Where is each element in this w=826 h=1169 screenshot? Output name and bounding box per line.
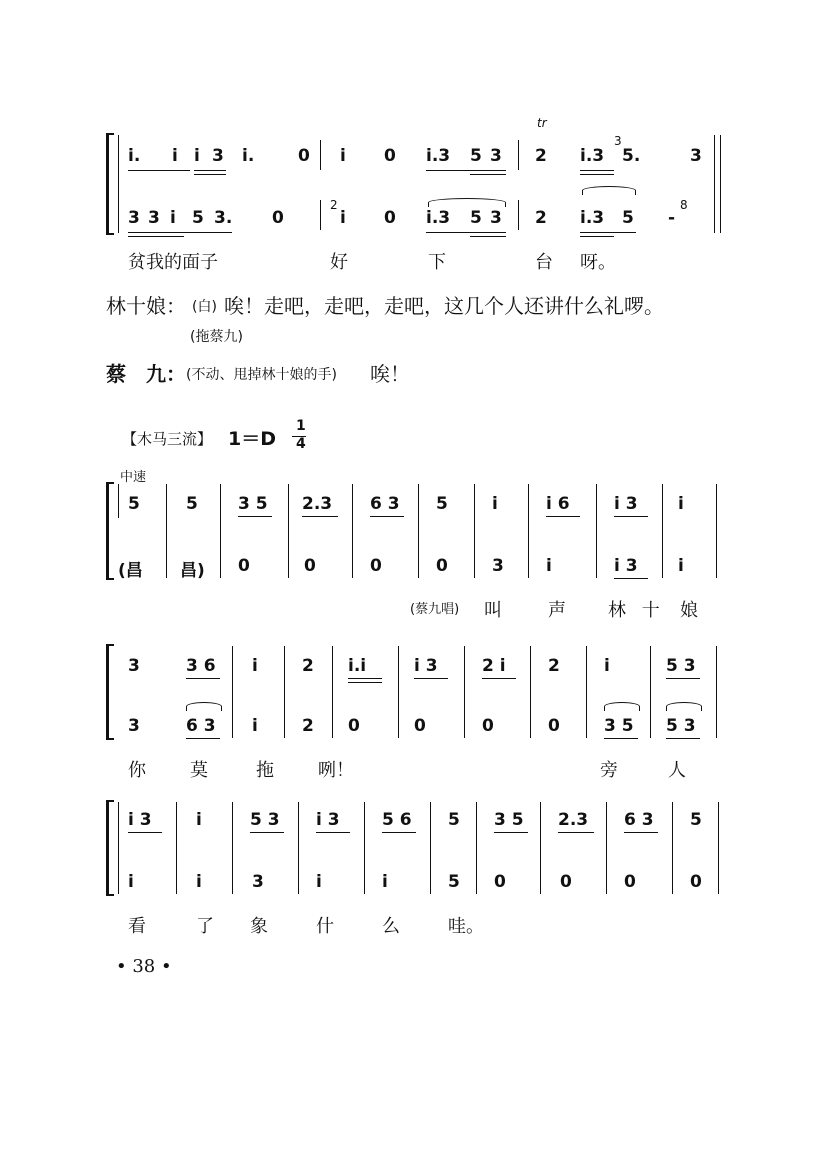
note: 5: [622, 208, 634, 228]
note: 5: [436, 494, 448, 514]
note: 6 3: [370, 494, 400, 514]
trill-mark: tr: [537, 116, 547, 130]
lyric: 台: [535, 252, 553, 273]
note: i: [172, 146, 178, 166]
grace-note: 2: [330, 198, 338, 212]
lyric: 拖: [256, 760, 274, 781]
note: i.3: [426, 146, 451, 166]
lyric: 旁: [600, 760, 618, 781]
system-bracket: [106, 135, 109, 233]
note: 2: [548, 656, 560, 676]
lyric: 了: [196, 916, 214, 937]
lyric: 莫: [190, 760, 208, 781]
note: 0: [560, 872, 572, 892]
tune-name: 【木马三流】: [122, 430, 213, 448]
speaker-name: 林十娘：: [106, 294, 186, 318]
note: i: [170, 208, 176, 228]
meter-numerator: 1: [296, 418, 306, 434]
note: 3: [492, 556, 504, 576]
lyric: 贫我的面子: [128, 252, 218, 273]
note: i: [382, 872, 388, 892]
note: 0: [298, 146, 310, 166]
note: 3: [128, 208, 140, 228]
note: 0: [482, 716, 494, 736]
note: 5: [690, 810, 702, 830]
lyric: 好: [330, 252, 348, 273]
note: 5: [470, 208, 482, 228]
note: 5 3: [666, 716, 696, 736]
note: i: [678, 494, 684, 514]
note: i: [604, 656, 610, 676]
lyric: 叫: [484, 600, 502, 621]
note: 昌): [180, 561, 205, 581]
note: 0: [494, 872, 506, 892]
speech-text: 唉！: [370, 362, 410, 386]
grace-note: 3: [614, 134, 622, 148]
grace-note: 8: [680, 198, 688, 212]
note: 3 5: [494, 810, 524, 830]
speech-text: 唉！走吧，走吧，走吧，这几个人还讲什么礼啰。: [224, 294, 664, 318]
note: 0: [624, 872, 636, 892]
note: 3: [690, 146, 702, 166]
note: 3 5: [238, 494, 268, 514]
note: 3.: [214, 208, 233, 228]
lyric: 什: [316, 916, 334, 937]
note: i: [196, 810, 202, 830]
lyric: 咧！: [318, 760, 354, 781]
note: 2.3: [302, 494, 333, 514]
stage-direction: (拖蔡九): [190, 329, 243, 345]
lyric: 呀。: [580, 252, 616, 273]
lyric: 林 十: [608, 600, 660, 621]
note: 5.: [622, 146, 641, 166]
singer-cue: (蔡九唱): [410, 602, 460, 617]
lyric: 看: [128, 916, 146, 937]
meter-denominator: 4: [296, 436, 306, 452]
page-number: • 38 •: [116, 956, 172, 977]
note: i 6: [546, 494, 570, 514]
note: 0: [370, 556, 382, 576]
tempo-mark: 中速: [120, 470, 147, 485]
note: 5 3: [250, 810, 280, 830]
key-signature: 1＝D: [228, 428, 276, 450]
note: 5: [186, 494, 198, 514]
note: i: [316, 872, 322, 892]
lyric: 娘: [680, 600, 698, 621]
note: i: [194, 146, 200, 166]
note: 0: [384, 146, 396, 166]
note: i.: [128, 146, 141, 166]
note: 5 6: [382, 810, 412, 830]
note: 3 6: [186, 656, 216, 676]
note: 2: [302, 716, 314, 736]
note: 0: [304, 556, 316, 576]
note: i: [340, 146, 346, 166]
note: 6 3: [624, 810, 654, 830]
note: i.3: [580, 208, 605, 228]
note: i.3: [580, 146, 605, 166]
lyric: 人: [668, 760, 686, 781]
note: 0: [548, 716, 560, 736]
note: i: [252, 716, 258, 736]
note: -: [668, 208, 676, 228]
note: i: [492, 494, 498, 514]
note: 0: [414, 716, 426, 736]
lyric: 么: [382, 916, 400, 937]
note: 2: [535, 208, 547, 228]
note: 3: [128, 656, 140, 676]
note: i.3: [426, 208, 451, 228]
lyric: 下: [428, 252, 446, 273]
note: 0: [690, 872, 702, 892]
note: 0: [384, 208, 396, 228]
note: 0: [272, 208, 284, 228]
note: 0: [238, 556, 250, 576]
lyric: 哇。: [448, 916, 484, 937]
note: i 3: [316, 810, 340, 830]
note: 6 3: [186, 716, 216, 736]
note: 5: [128, 494, 140, 514]
speaker-name: 蔡 九：: [106, 362, 186, 386]
note: i: [340, 208, 346, 228]
note: 0: [348, 716, 360, 736]
note: i 3: [128, 810, 152, 830]
note: i: [678, 556, 684, 576]
note: i.: [242, 146, 255, 166]
lyric: 象: [250, 916, 268, 937]
note: (昌: [118, 561, 143, 581]
note: 3: [148, 208, 160, 228]
note: i: [252, 656, 258, 676]
note: 5 3: [666, 656, 696, 676]
note: 3: [212, 146, 224, 166]
note: i: [128, 872, 134, 892]
note: 3: [490, 146, 502, 166]
note: i: [196, 872, 202, 892]
lyric: 声: [548, 600, 566, 621]
note: 3 5: [604, 716, 634, 736]
note: 0: [436, 556, 448, 576]
note: i: [546, 556, 552, 576]
note: 5: [448, 810, 460, 830]
note: 3: [252, 872, 264, 892]
lyric: 你: [128, 760, 146, 781]
note: 3: [490, 208, 502, 228]
note: i 3: [614, 556, 638, 576]
stage-aside: (白): [192, 299, 217, 315]
note: 5: [448, 872, 460, 892]
note: 3: [128, 716, 140, 736]
stage-aside: (不动、甩掉林十娘的手): [186, 367, 337, 383]
note: i 3: [614, 494, 638, 514]
note: 2: [302, 656, 314, 676]
note: 5: [470, 146, 482, 166]
note: i.i: [348, 656, 367, 676]
note: 2 i: [482, 656, 506, 676]
note: i 3: [414, 656, 438, 676]
note: 2.3: [558, 810, 589, 830]
note: 2: [535, 146, 547, 166]
note: 5: [192, 208, 204, 228]
